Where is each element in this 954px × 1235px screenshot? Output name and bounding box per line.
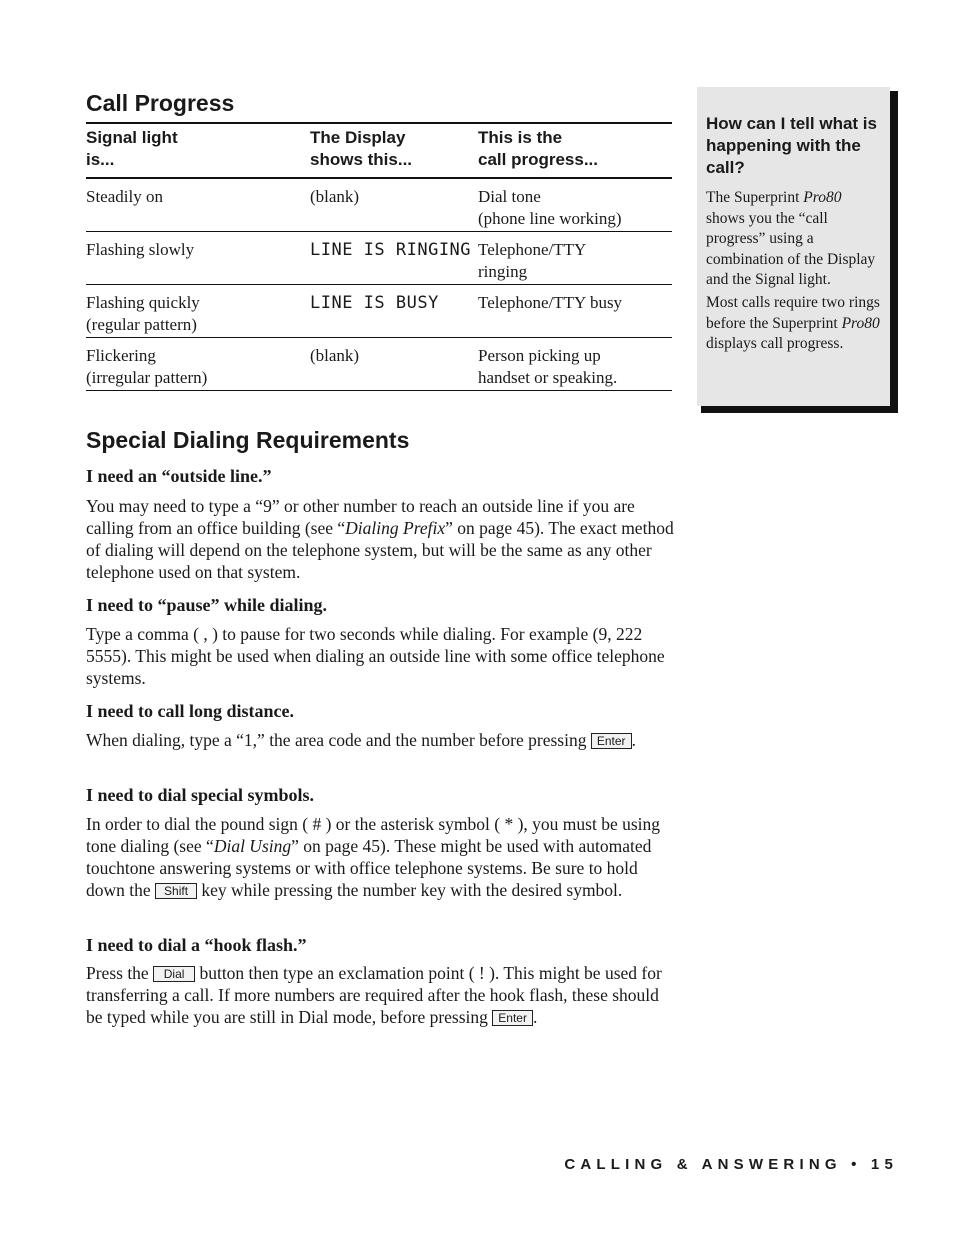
table-row — [86, 179, 672, 232]
progress-cell: Person picking up handset or speaking. — [478, 346, 618, 387]
pause-heading: I need to “pause” while dialing. — [86, 595, 328, 615]
progress-cell: Telephone/TTY ringing — [478, 240, 587, 281]
progress-cell: Telephone/TTY busy — [478, 293, 623, 312]
sidebar-shadow — [890, 91, 898, 413]
enter-key: Enter — [492, 1010, 533, 1026]
call-progress-table — [86, 122, 672, 391]
header-display: The Display shows this... — [310, 128, 413, 169]
long-distance-text: When dialing, type a “1,” the area code and the number before pressing Enter . — [86, 730, 636, 750]
display-cell: LINE IS BUSY — [310, 293, 439, 313]
display-cell: (blank) — [310, 346, 360, 365]
shift-key: Shift — [155, 883, 197, 899]
header-signal-light: Signal light is... — [86, 128, 178, 169]
progress-cell: Dial tone (phone line working) — [478, 187, 622, 228]
special-dialing-heading: Special Dialing Requirements — [86, 427, 410, 453]
signal-cell: Steadily on — [86, 187, 163, 206]
table-row — [86, 338, 672, 391]
pause-text: Type a comma ( , ) to pause for two seconds while dialing. For example (9, 222 5555). This might be used when dialing an outside line with some office telephone systems. — [86, 624, 665, 688]
display-cell: LINE IS RINGING — [310, 240, 472, 260]
dial-key: Dial — [153, 966, 195, 982]
outside-line-text: You may need to type a “9” or other number to reach an outside line if you are calling from an office building (see “Dialing Prefix” on page 45). The exact method of dialing will depend on the telephone system, but will be the same as any other telephone used on that system. — [86, 496, 674, 582]
call-progress-heading: Call Progress — [86, 90, 235, 116]
sidebar-question: How can I tell what is happening with the call? — [706, 114, 877, 177]
sidebar-shadow — [701, 406, 898, 413]
signal-cell: Flickering (irregular pattern) — [86, 346, 208, 387]
display-cell: (blank) — [310, 187, 360, 206]
sidebar-paragraph: Most calls require two rings before the Superprint Pro80 displays call progress. — [706, 294, 880, 352]
enter-key: Enter — [591, 733, 632, 749]
header-call-progress: This is the call progress... — [478, 128, 598, 169]
outside-line-heading: I need an “outside line.” — [86, 466, 272, 486]
sidebar-note — [697, 87, 890, 406]
hook-flash-text: Press the Dial button then type an exclamation point ( ! ). This might be used for transferring a call. If more numbers are required after the hook flash, these should be typed while you are still in Dial mode, before pressing Enter . — [86, 963, 662, 1027]
table-header-row — [86, 124, 672, 179]
long-distance-heading: I need to call long distance. — [86, 701, 295, 721]
table-row — [86, 232, 672, 285]
hook-flash-heading: I need to dial a “hook flash.” — [86, 935, 307, 955]
signal-cell: Flashing quickly (regular pattern) — [86, 293, 200, 334]
special-symbols-heading: I need to dial special symbols. — [86, 785, 315, 805]
signal-cell: Flashing slowly — [86, 240, 195, 259]
sidebar-paragraph: The Superprint Pro80 shows you the “call progress” using a combination of the Display and the Signal light. — [706, 189, 876, 288]
special-symbols-text: In order to dial the pound sign ( # ) or the asterisk symbol ( * ), you must be using tone dialing (see “Dial Using” on page 45). These might be used with automated touchtone answering systems or with office telephone systems. Be sure to hold down the Shift key while pressing the number key with the desired symbol. — [86, 814, 661, 900]
page-footer: CALLING & ANSWERING • 15 — [564, 1156, 898, 1173]
table-row — [86, 285, 672, 338]
